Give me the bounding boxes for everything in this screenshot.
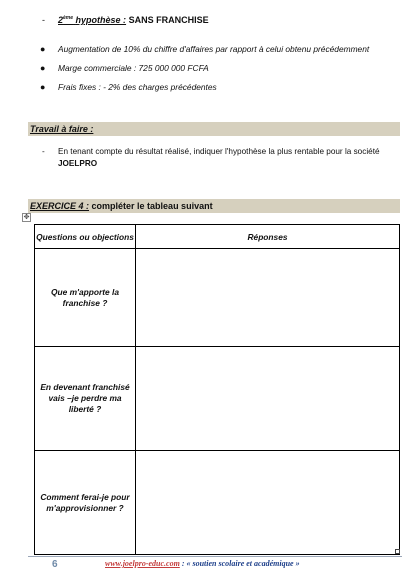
list-item — [40, 78, 400, 96]
hypothesis-ordinal-sup: ème — [63, 15, 74, 21]
exercise-section-bar — [28, 199, 400, 213]
hypothesis-label: hypothèse : — [75, 15, 127, 25]
work-dash: - — [42, 147, 45, 156]
list-item — [40, 40, 400, 58]
table-row — [35, 451, 400, 555]
question-cell: En devenant franchisé vais –je perdre ma liberté ? — [35, 347, 136, 451]
bullet-dot-icon: ● — [40, 44, 46, 54]
footer-slogan: : « soutien scolaire et académique » — [181, 559, 300, 568]
footer-text — [105, 559, 300, 568]
answer-cell[interactable] — [136, 249, 400, 347]
work-instruction-text: En tenant compte du résultat réalisé, indiquer l'hypothèse la plus rentable pour la société — [58, 147, 380, 156]
work-section-bar — [28, 122, 400, 136]
column-header-questions: Questions ou objections — [35, 225, 136, 249]
list-item — [40, 59, 400, 77]
exercise-label: EXERCICE 4 : — [30, 201, 90, 211]
footer-divider — [28, 556, 402, 557]
exercise-table — [34, 224, 400, 555]
hypothesis-heading — [58, 15, 209, 25]
question-cell: Que m'apporte la franchise ? — [35, 249, 136, 347]
table-resize-handle[interactable] — [395, 549, 400, 554]
question-cell: Comment ferai-je pour m'approvisionner ? — [35, 451, 136, 555]
hypothesis-bullet-list — [40, 40, 400, 97]
bullet-text: Augmentation de 10% du chiffre d'affaires par rapport à celui obtenu précédemment — [58, 44, 370, 54]
table-header-row — [35, 225, 400, 249]
exercise-title: compléter le tableau suivant — [91, 201, 213, 211]
bullet-dot-icon: ● — [40, 63, 46, 73]
table-row — [35, 347, 400, 451]
column-header-responses: Réponses — [136, 225, 400, 249]
hypothesis-value: SANS FRANCHISE — [128, 15, 209, 25]
bullet-text: Marge commerciale : 725 000 000 FCFA — [58, 63, 209, 73]
table-row — [35, 249, 400, 347]
bullet-text: Frais fixes : - 2% des charges précédentes — [58, 82, 217, 92]
answer-cell[interactable] — [136, 451, 400, 555]
hypothesis-dash: - — [42, 15, 45, 25]
page-number: 6 — [52, 559, 58, 570]
table-move-icon[interactable]: ✥ — [23, 214, 30, 221]
hypothesis-ordinal: 2 — [58, 15, 64, 25]
answer-cell[interactable] — [136, 347, 400, 451]
company-name: JOELPRO — [58, 159, 98, 168]
work-label: Travail à faire : — [30, 124, 94, 134]
bullet-dot-icon: ● — [40, 82, 46, 92]
footer-link[interactable]: www.joelpro-educ.com — [105, 559, 180, 568]
